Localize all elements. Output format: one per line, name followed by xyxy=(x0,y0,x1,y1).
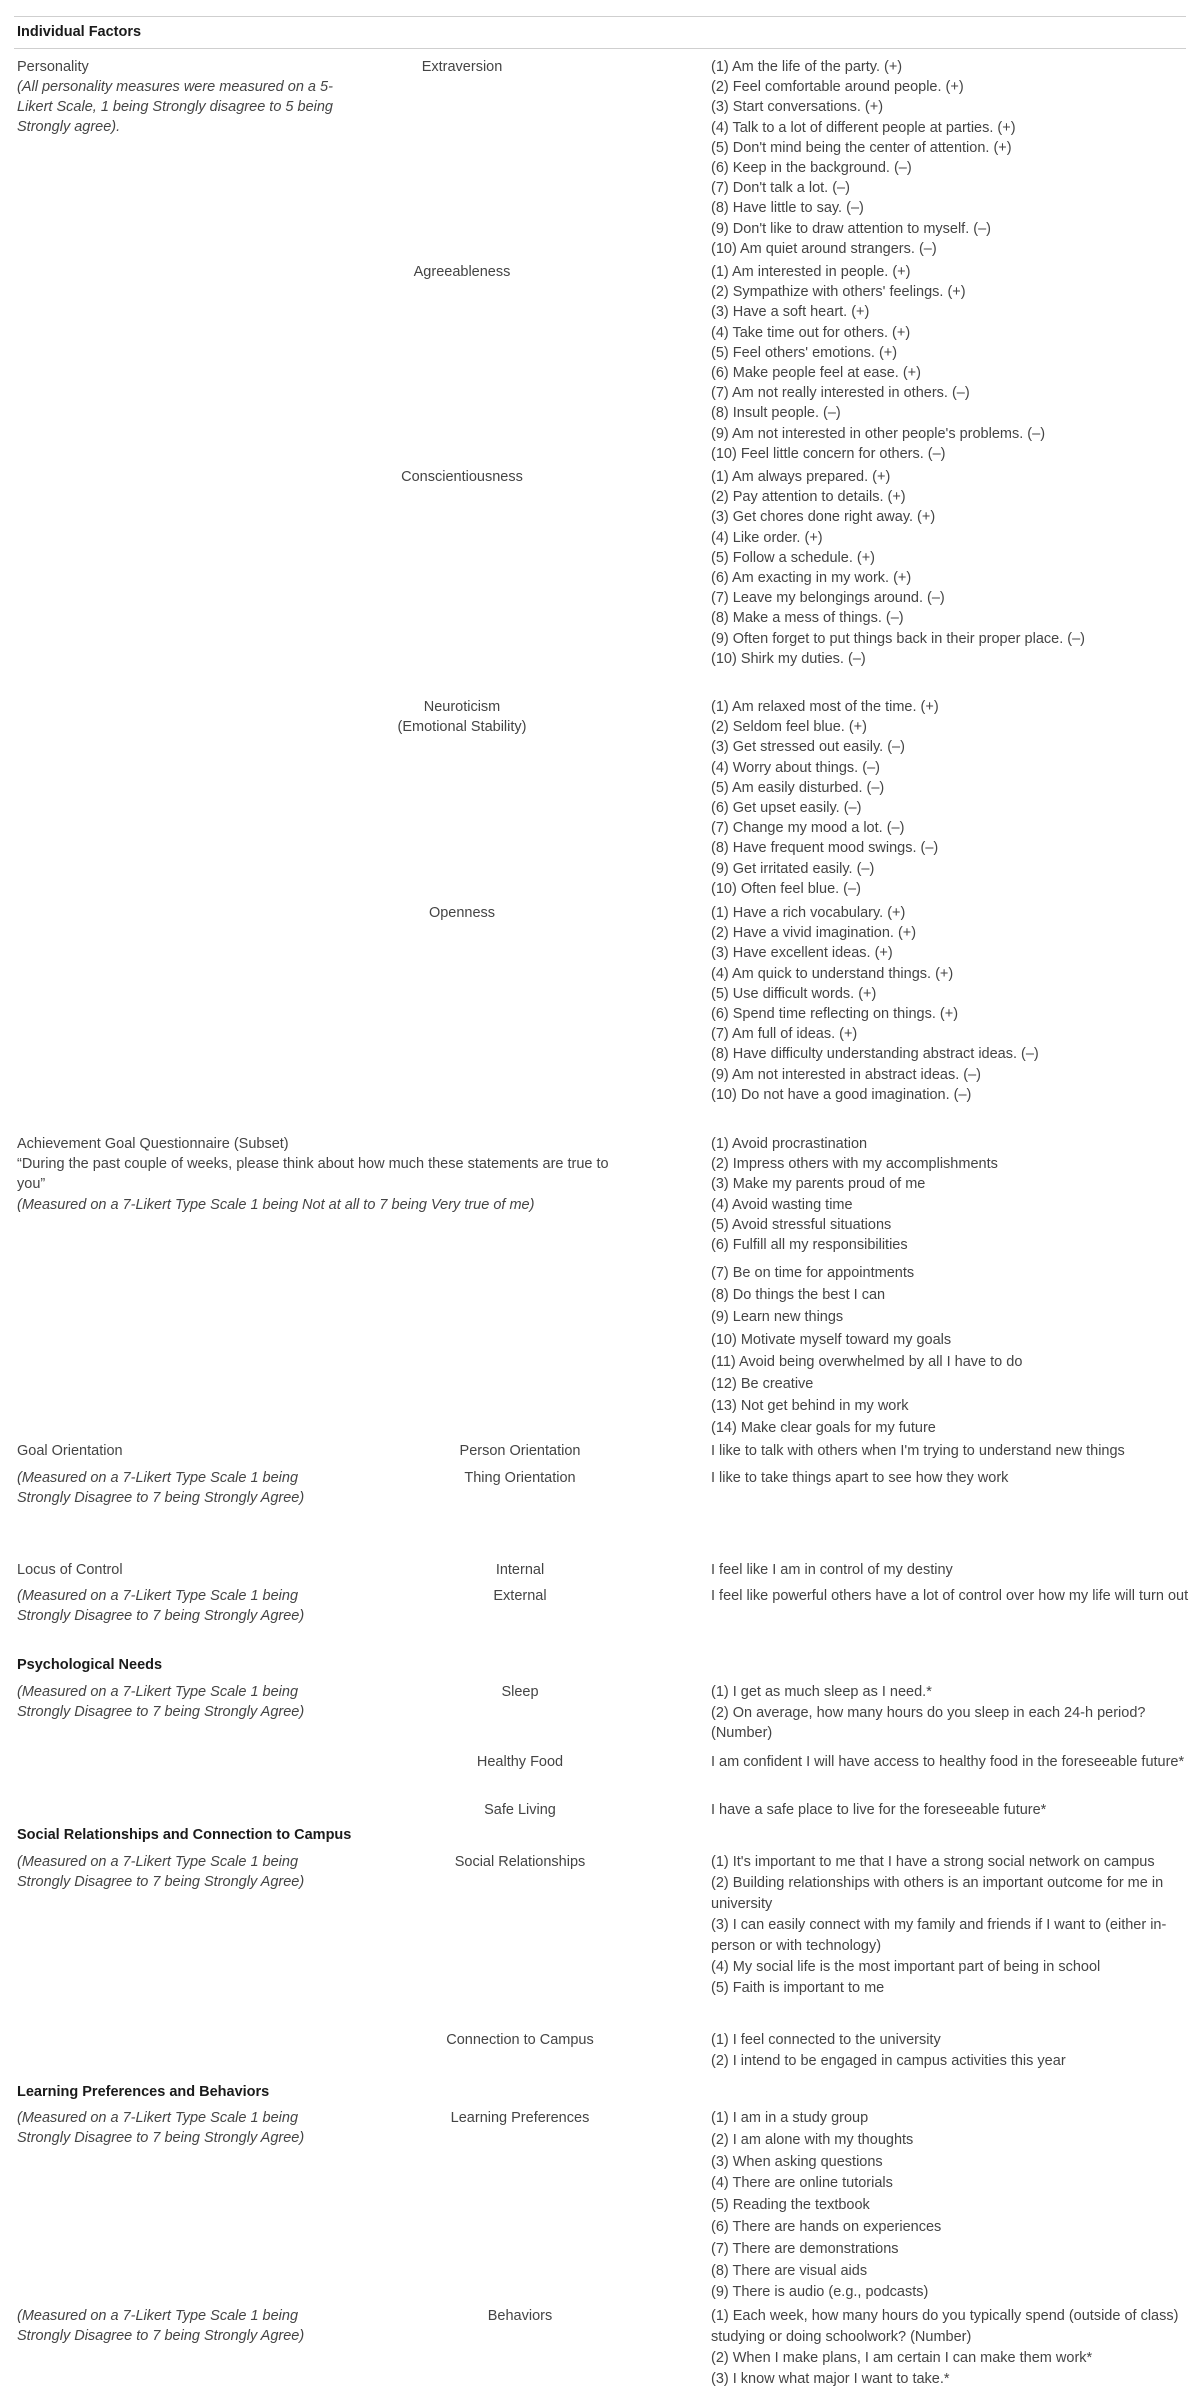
list-item: (2) I am alone with my thoughts xyxy=(711,2131,914,2148)
list-item: (3) Start conversations. (+) xyxy=(711,99,884,116)
person-orientation-item: I like to talk with others when I'm trying to understand new things xyxy=(711,1443,1125,1459)
agreeableness-items xyxy=(711,262,1191,464)
list-item: (13) Not get behind in my work xyxy=(711,1398,909,1415)
extraversion-items xyxy=(711,57,1191,259)
list-item: (7) Don't talk a lot. (–) xyxy=(711,180,850,197)
list-item: (3) Make my parents proud of me xyxy=(711,1176,926,1193)
healthy-food-label: Healthy Food xyxy=(476,1754,564,1770)
list-item: (4) Take time out for others. (+) xyxy=(711,324,911,341)
learning-title: Learning Preferences and Behaviors xyxy=(17,2084,270,2100)
psychological-needs-title: Psychological Needs xyxy=(17,1657,163,1673)
conscientiousness-items xyxy=(711,467,1191,669)
list-item: (3) Have a soft heart. (+) xyxy=(711,304,870,321)
list-item: (6) Fulfill all my responsibilities xyxy=(711,1237,908,1254)
header-rule xyxy=(14,48,1186,49)
list-item: (2) Feel comfortable around people. (+) xyxy=(711,79,964,96)
thing-orientation-item: I like to take things apart to see how they work xyxy=(711,1470,1009,1486)
neuroticism-label xyxy=(312,697,612,737)
conscientiousness-label: Conscientiousness xyxy=(401,469,523,485)
achievement-prompt: “During the past couple of weeks, please think about how much these statements are true to you” xyxy=(17,1156,609,1193)
list-item: (2) When I make plans, I am certain I can make them work* xyxy=(711,2350,1093,2366)
list-item: (1) I am in a study group xyxy=(711,2110,869,2126)
sleep-item-2: (2) On average, how many hours do you sleep in each 24-h period? (Number) xyxy=(711,1705,1146,1742)
list-item: (4) Am quick to understand things. (+) xyxy=(711,965,954,982)
list-item: (8) Make a mess of things. (–) xyxy=(711,610,904,627)
list-item: (2) I intend to be engaged in campus activities this year xyxy=(711,2053,1066,2069)
openness-label: Openness xyxy=(428,905,496,921)
list-item: (8) Have difficulty understanding abstract ideas. (–) xyxy=(711,1046,1039,1063)
list-item: (9) Often forget to put things back in their proper place. (–) xyxy=(711,630,1085,647)
social-title: Social Relationships and Connection to Campus xyxy=(17,1827,352,1843)
list-item: (14) Make clear goals for my future xyxy=(711,1420,936,1437)
external-item: I feel like powerful others have a lot of control over how my life will turn out xyxy=(711,1588,1189,1604)
list-item: (1) Avoid procrastination xyxy=(711,1136,868,1152)
list-item: (9) There is audio (e.g., podcasts) xyxy=(711,2284,929,2301)
list-item: (1) Have a rich vocabulary. (+) xyxy=(711,905,906,921)
list-item: (4) Avoid wasting time xyxy=(711,1196,853,1213)
list-item: (3) When asking questions xyxy=(711,2153,883,2170)
list-item: (6) Make people feel at ease. (+) xyxy=(711,365,921,382)
list-item: (2) Seldom feel blue. (+) xyxy=(711,719,867,736)
list-item: (4) Like order. (+) xyxy=(711,529,823,546)
list-item: (12) Be creative xyxy=(711,1376,814,1393)
connection-to-campus-items xyxy=(711,2030,1191,2072)
social-relationships-label: Social Relationships xyxy=(454,1854,586,1870)
list-item: (1) Each week, how many hours do you typically spend (outside of class) studying or doing schoolwork? (Number) xyxy=(711,2308,1179,2345)
list-item: (1) Am relaxed most of the time. (+) xyxy=(711,699,939,715)
section-title-individual-factors: Individual Factors xyxy=(17,24,142,40)
behaviors-items xyxy=(711,2306,1191,2390)
list-item: (2) Sympathize with others' feelings. (+) xyxy=(711,284,966,301)
person-orientation-label: Person Orientation xyxy=(459,1443,581,1459)
list-item: (5) Feel others' emotions. (+) xyxy=(711,344,898,361)
list-item: (7) Be on time for appointments xyxy=(711,1265,915,1281)
locus-note: (Measured on a 7-Likert Type Scale 1 being Strongly Disagree to 7 being Strongly Agree) xyxy=(17,1588,305,1625)
psychological-needs-note: (Measured on a 7-Likert Type Scale 1 being Strongly Disagree to 7 being Strongly Agree) xyxy=(17,1684,305,1721)
neuroticism-items xyxy=(711,697,1191,899)
list-item: (6) There are hands on experiences xyxy=(711,2218,942,2235)
list-item: (3) Get stressed out easily. (–) xyxy=(711,739,905,756)
list-item: (5) Don't mind being the center of attention. (+) xyxy=(711,139,1012,156)
list-item: (7) Leave my belongings around. (–) xyxy=(711,590,945,607)
list-item: (5) Reading the textbook xyxy=(711,2197,870,2214)
list-item: (5) Avoid stressful situations xyxy=(711,1216,892,1233)
achievement-title: Achievement Goal Questionnaire (Subset) xyxy=(17,1136,289,1152)
list-item: (5) Use difficult words. (+) xyxy=(711,985,877,1002)
list-item: (3) Get chores done right away. (+) xyxy=(711,509,936,526)
connection-to-campus-label: Connection to Campus xyxy=(446,2032,594,2048)
neuroticism-label-line2: (Emotional Stability) xyxy=(397,719,527,736)
top-rule xyxy=(14,16,1186,17)
learning-note: (Measured on a 7-Likert Type Scale 1 being Strongly Disagree to 7 being Strongly Agree) xyxy=(17,2110,305,2147)
sleep-item-1: (1) I get as much sleep as I need.* xyxy=(711,1684,932,1700)
list-item: (1) Am always prepared. (+) xyxy=(711,469,891,485)
list-item: (9) Get irritated easily. (–) xyxy=(711,860,875,877)
personality-note: (All personality measures were measured on a 5-Likert Scale, 1 being Strongly disagree to 5 being Strongly agree). xyxy=(17,79,333,136)
list-item: (4) Worry about things. (–) xyxy=(711,759,880,776)
social-note: (Measured on a 7-Likert Type Scale 1 being Strongly Disagree to 7 being Strongly Agree) xyxy=(17,1854,305,1891)
list-item: (3) I can easily connect with my family and friends if I want to (either in-person or with technology) xyxy=(711,1917,1167,1954)
list-item: (5) Faith is important to me xyxy=(711,1980,885,1996)
learning-preferences-items xyxy=(711,2108,1191,2304)
sleep-label: Sleep xyxy=(501,1684,539,1700)
list-item: (5) Am easily disturbed. (–) xyxy=(711,779,885,796)
list-item: (2) Have a vivid imagination. (+) xyxy=(711,925,917,942)
openness-items xyxy=(711,903,1191,1105)
locus-title: Locus of Control xyxy=(17,1562,123,1578)
safe-living-label: Safe Living xyxy=(484,1802,556,1818)
healthy-food-item: I am confident I will have access to healthy food in the foreseeable future* xyxy=(711,1754,1185,1770)
list-item: (1) Am the life of the party. (+) xyxy=(711,59,903,75)
behaviors-note: (Measured on a 7-Likert Type Scale 1 being Strongly Disagree to 7 being Strongly Agree) xyxy=(17,2308,305,2345)
list-item: (9) Am not interested in other people's problems. (–) xyxy=(711,425,1046,442)
list-item: (10) Shirk my duties. (–) xyxy=(711,650,866,667)
list-item: (3) Have excellent ideas. (+) xyxy=(711,945,893,962)
neuroticism-label-line1: Neuroticism xyxy=(423,699,501,715)
list-item: (10) Often feel blue. (–) xyxy=(711,880,861,897)
list-item: (7) Am not really interested in others. (–) xyxy=(711,385,970,402)
list-item: (7) Am full of ideas. (+) xyxy=(711,1026,858,1043)
learning-preferences-label: Learning Preferences xyxy=(450,2110,590,2126)
list-item: (8) Have little to say. (–) xyxy=(711,200,864,217)
list-item: (8) There are visual aids xyxy=(711,2262,868,2279)
list-item: (4) There are online tutorials xyxy=(711,2175,893,2192)
list-item: (9) Am not interested in abstract ideas. (–) xyxy=(711,1066,981,1083)
achievement-items-b xyxy=(711,1262,1191,1440)
extraversion-label: Extraversion xyxy=(421,59,503,75)
behaviors-label: Behaviors xyxy=(487,2308,553,2324)
list-item: (7) Change my mood a lot. (–) xyxy=(711,820,905,837)
list-item: (9) Don't like to draw attention to myself. (–) xyxy=(711,220,991,237)
list-item: (2) Impress others with my accomplishments xyxy=(711,1156,998,1173)
list-item: (1) Am interested in people. (+) xyxy=(711,264,911,280)
list-item: (7) There are demonstrations xyxy=(711,2240,899,2257)
list-item: (10) Do not have a good imagination. (–) xyxy=(711,1086,972,1103)
list-item: (6) Am exacting in my work. (+) xyxy=(711,570,912,587)
list-item: (2) Pay attention to details. (+) xyxy=(711,489,906,506)
list-item: (6) Spend time reflecting on things. (+) xyxy=(711,1006,959,1023)
list-item: (10) Motivate myself toward my goals xyxy=(711,1331,952,1348)
goal-orientation-note: (Measured on a 7-Likert Type Scale 1 being Strongly Disagree to 7 being Strongly Agree) xyxy=(17,1470,305,1507)
achievement-items-a xyxy=(711,1134,1191,1255)
list-item: (4) Talk to a lot of different people at parties. (+) xyxy=(711,119,1016,136)
list-item: (6) Get upset easily. (–) xyxy=(711,800,862,817)
personality-title: Personality xyxy=(17,59,89,75)
list-item: (11) Avoid being overwhelmed by all I have to do xyxy=(711,1353,1023,1370)
goal-orientation-title: Goal Orientation xyxy=(17,1443,123,1459)
achievement-note: (Measured on a 7-Likert Type Scale 1 being Not at all to 7 being Very true of me) xyxy=(17,1197,535,1213)
list-item: (10) Am quiet around strangers. (–) xyxy=(711,240,937,257)
list-item: (8) Do things the best I can xyxy=(711,1287,886,1304)
list-item: (4) My social life is the most important part of being in school xyxy=(711,1959,1101,1975)
list-item: (9) Learn new things xyxy=(711,1309,844,1326)
safe-living-item: I have a safe place to live for the foreseeable future* xyxy=(711,1802,1047,1818)
list-item: (1) I feel connected to the university xyxy=(711,2032,941,2048)
list-item: (2) Building relationships with others is an important outcome for me in university xyxy=(711,1875,1164,1912)
list-item: (6) Keep in the background. (–) xyxy=(711,160,912,177)
agreeableness-label: Agreeableness xyxy=(413,264,511,280)
social-relationships-items xyxy=(711,1852,1191,1999)
internal-item: I feel like I am in control of my destiny xyxy=(711,1562,953,1578)
thing-orientation-label: Thing Orientation xyxy=(464,1470,576,1486)
list-item: (8) Insult people. (–) xyxy=(711,405,841,422)
list-item: (3) I know what major I want to take.* xyxy=(711,2371,950,2387)
list-item: (1) It's important to me that I have a strong social network on campus xyxy=(711,1854,1155,1870)
internal-label: Internal xyxy=(495,1562,545,1578)
list-item: (10) Feel little concern for others. (–) xyxy=(711,445,946,462)
list-item: (5) Follow a schedule. (+) xyxy=(711,549,875,566)
external-label: External xyxy=(493,1588,547,1604)
list-item: (8) Have frequent mood swings. (–) xyxy=(711,840,939,857)
